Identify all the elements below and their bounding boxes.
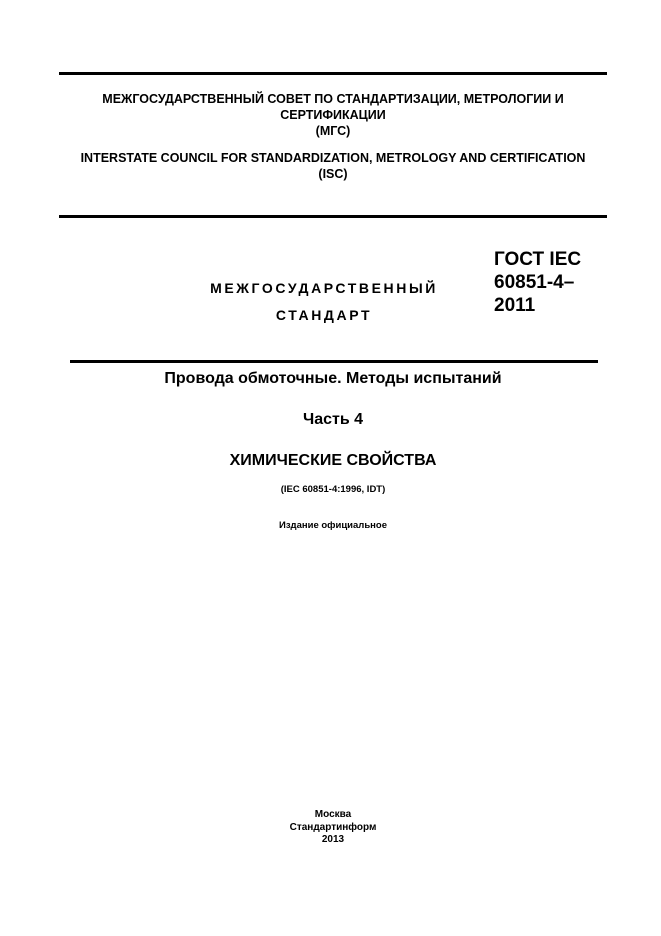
council-ru-line2: СЕРТИФИКАЦИИ <box>280 108 386 122</box>
standard-code <box>494 248 581 317</box>
imprint <box>59 809 607 847</box>
council-en-abbr: (ISC) <box>318 167 348 181</box>
edition-note: Издание официальное <box>279 520 387 531</box>
standard-code-line1: ГОСТ IEC <box>494 249 582 270</box>
council-name-ru <box>59 91 607 139</box>
imprint-year: 2013 <box>321 834 345 845</box>
council-name-en <box>59 150 607 182</box>
council-en-line1: INTERSTATE COUNCIL FOR STANDARDIZATION, METROLOGY AND CERTIFICATION <box>80 151 586 165</box>
standard-type-line1: МЕЖГОСУДАРСТВЕННЫЙ <box>210 280 438 296</box>
standard-type-line2: СТАНДАРТ <box>275 307 373 323</box>
council-ru-abbr: (МГС) <box>315 124 351 138</box>
standard-code-line2: 60851-4– <box>494 272 575 293</box>
title-rule <box>70 360 598 363</box>
council-ru-line1: МЕЖГОСУДАРСТВЕННЫЙ СОВЕТ ПО СТАНДАРТИЗАЦИИ, МЕТРОЛОГИИ И <box>102 92 564 106</box>
imprint-publisher: Стандартинформ <box>289 821 377 833</box>
top-rule <box>59 72 607 75</box>
iec-reference: (IEC 60851-4:1996, IDT) <box>280 484 386 495</box>
document-title: Провода обмоточные. Методы испытаний <box>164 370 502 387</box>
header-bottom-rule <box>59 215 607 218</box>
imprint-city: Москва <box>314 809 352 820</box>
document-subject: ХИМИЧЕСКИЕ СВОЙСТВА <box>229 452 437 469</box>
part-number: Часть 4 <box>302 411 364 428</box>
standard-code-line3: 2011 <box>494 295 536 316</box>
